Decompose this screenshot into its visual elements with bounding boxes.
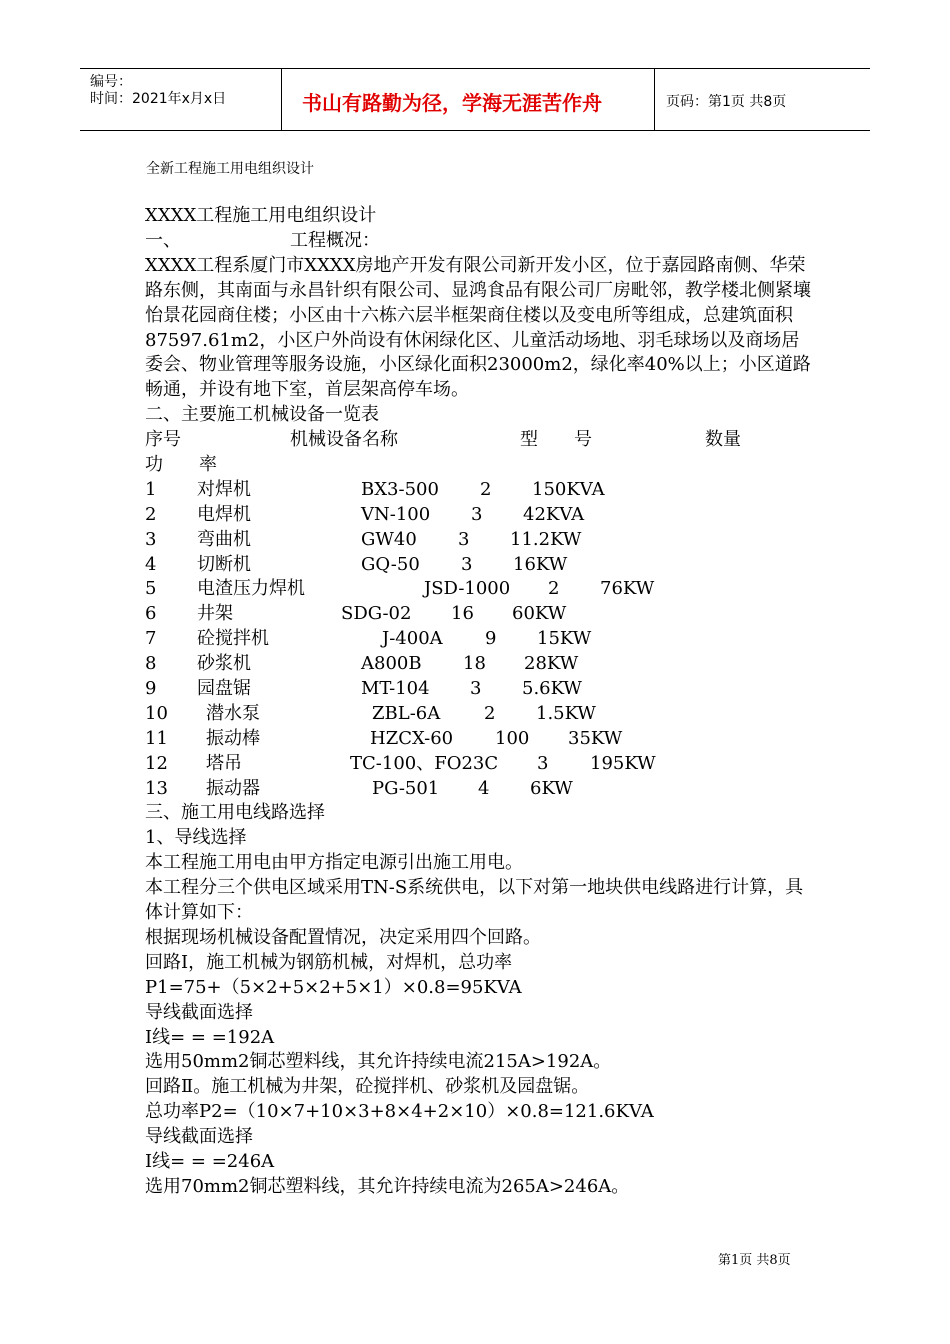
machine-no: 12 <box>145 752 168 774</box>
doc-date: 时间：2021年x月x日 <box>90 91 227 107</box>
col-header-seq: 序号 <box>145 429 181 451</box>
machine-name: 振动棒 <box>206 727 260 749</box>
machine-model: TC-100、FO23C <box>350 752 499 774</box>
paragraph-power-source: 本工程施工用电由甲方指定电源引出施工用电。 <box>145 852 523 874</box>
machine-no: 9 <box>145 678 157 700</box>
project-overview-paragraph: XXXX工程系厦门市XXXX房地产开发有限公司新开发小区，位于嘉园路南侧、华荣路东侧，其南面与永昌针织有限公司、显鸿食品有限公司厂房毗邻，教学楼北侧紧壤怡景花园商住楼；小区由十六栋六层半框架商住楼以及变电所等组成，总建筑面积87597.61m2，小区户外尚设有休闲绿化区、儿童活动场地、羽毛球场以及商场居委会、物业管理等服务设施，小区绿化面积23000m2，绿化率40%以上；小区道路畅通，并设有地下室，首层架高停车场。 <box>145 254 811 401</box>
circuit-1-formula: P1=75+（5×2+5×2+5×1）×0.8=95KVA <box>145 976 522 998</box>
machine-model: JSD-1000 <box>424 578 511 600</box>
machine-no: 3 <box>145 528 157 550</box>
machine-no: 6 <box>145 603 157 625</box>
machine-model: ZBL-6A <box>372 702 441 724</box>
col-header-model: 型 号 <box>520 429 592 451</box>
machine-no: 7 <box>145 628 157 650</box>
section-3-title: 三、施工用电线路选择 <box>145 802 325 824</box>
machine-qty: 2 <box>484 702 496 724</box>
machine-no: 4 <box>145 553 157 575</box>
machine-model: PG-501 <box>372 777 440 799</box>
header-info-cell <box>80 69 282 130</box>
circuit-2-formula: 总功率P2=（10×7+10×3+8×4+2×10）×0.8=121.6KVA <box>145 1101 654 1123</box>
machine-model: GW40 <box>361 528 417 550</box>
machine-name: 振动器 <box>206 777 260 799</box>
machine-name: 弯曲机 <box>197 528 251 550</box>
machine-name: 电焊机 <box>197 503 251 525</box>
circuit-1-section-label: 导线截面选择 <box>145 1001 253 1023</box>
machine-power: 5.6KW <box>522 678 582 700</box>
machine-name: 塔吊 <box>206 752 242 774</box>
machine-power: 11.2KW <box>510 528 582 550</box>
doc-number-label: 编号： <box>90 74 132 90</box>
machine-power: 16KW <box>513 553 568 575</box>
machine-qty: 3 <box>471 503 483 525</box>
machine-name: 切断机 <box>197 553 251 575</box>
machine-model: A800B <box>361 653 422 675</box>
machine-power: 6KW <box>530 777 573 799</box>
machine-name: 园盘锯 <box>197 678 251 700</box>
circuit-2-wire-choice: 选用70mm2铜芯塑料线，其允许持续电流为265A>246A。 <box>145 1175 630 1197</box>
machine-no: 8 <box>145 653 157 675</box>
motto-text: 书山有路勤为径，学海无涯苦作舟 <box>302 91 602 115</box>
machine-model: J-400A <box>382 628 443 650</box>
section-1-title: 工程概况： <box>290 229 380 251</box>
header-page-cell <box>655 69 870 130</box>
machine-row <box>145 577 815 602</box>
header-page-info: 页码：第1页 共8页 <box>666 94 787 110</box>
machine-row <box>145 553 815 578</box>
machine-name: 砂浆机 <box>197 653 251 675</box>
machine-qty: 3 <box>461 553 473 575</box>
circuit-2-section-label: 导线截面选择 <box>145 1126 253 1148</box>
machine-row <box>145 627 815 652</box>
machine-power: 35KW <box>568 727 623 749</box>
col-header-power: 功 率 <box>145 454 217 475</box>
machine-list <box>145 478 815 802</box>
document-title: XXXX工程施工用电组织设计 <box>145 205 377 226</box>
machine-row <box>145 777 815 802</box>
machine-model: VN-100 <box>361 503 431 525</box>
circuit-1-wire-choice: 选用50mm2铜芯塑料线，其允许持续电流215A>192A。 <box>145 1051 612 1073</box>
circuit-2-desc: 回路Ⅱ。施工机械为井架，砼搅拌机、砂浆机及园盘锯。 <box>145 1076 590 1098</box>
machine-qty: 2 <box>480 478 492 500</box>
machine-qty: 100 <box>495 727 530 749</box>
machine-row <box>145 602 815 627</box>
machine-row <box>145 702 815 727</box>
machine-qty: 9 <box>485 628 497 650</box>
circuit-1-desc: 回路I，施工机械为钢筋机械，对焊机，总功率 <box>145 951 513 973</box>
paragraph-supply-zones: 本工程分三个供电区域采用TN-S系统供电，以下对第一地块供电线路进行计算，具体计算如下： <box>145 877 804 924</box>
machine-row <box>145 652 815 677</box>
machine-model: BX3-500 <box>361 478 439 500</box>
machine-power: 42KVA <box>523 503 585 525</box>
machine-no: 10 <box>145 702 168 724</box>
machine-model: GQ-50 <box>361 553 420 575</box>
header-motto-cell <box>282 69 655 130</box>
section-1-heading <box>145 229 815 254</box>
machine-power: 150KVA <box>532 478 605 500</box>
machine-row <box>145 478 815 503</box>
machine-qty: 3 <box>537 752 549 774</box>
document-body <box>145 204 815 1200</box>
machine-no: 13 <box>145 777 168 799</box>
circuit-2-current: I线= = =246A <box>145 1150 275 1172</box>
section-2-title: 二、主要施工机械设备一览表 <box>145 404 379 426</box>
machine-row <box>145 503 815 528</box>
machine-row <box>145 727 815 752</box>
machine-name: 砼搅拌机 <box>197 628 269 650</box>
machine-qty: 18 <box>463 653 486 675</box>
machine-row <box>145 752 815 777</box>
machine-model: HZCX-60 <box>370 727 454 749</box>
page-footer: 第1页 共8页 <box>718 1253 791 1268</box>
page-header <box>80 68 870 131</box>
machine-model: MT-104 <box>361 678 430 700</box>
machine-name: 井架 <box>197 603 233 625</box>
machine-name: 对焊机 <box>197 478 251 500</box>
paragraph-circuits: 根据现场机械设备配置情况，决定采用四个回路。 <box>145 926 541 948</box>
machine-no: 5 <box>145 578 157 600</box>
machine-table-header <box>145 428 815 453</box>
section-3-subtitle: 1、导线选择 <box>145 827 247 849</box>
section-1-number: 一、 <box>145 229 181 251</box>
machine-power: 1.5KW <box>536 702 596 724</box>
machine-row <box>145 528 815 553</box>
machine-qty: 2 <box>548 578 560 600</box>
machine-no: 2 <box>145 503 157 525</box>
document-subtitle: 全新工程施工用电组织设计 <box>146 161 314 177</box>
machine-power: 15KW <box>537 628 592 650</box>
col-header-qty: 数量 <box>705 429 741 451</box>
machine-power: 60KW <box>512 603 567 625</box>
machine-power: 195KW <box>590 752 656 774</box>
machine-qty: 16 <box>451 603 474 625</box>
machine-qty: 3 <box>458 528 470 550</box>
machine-no: 1 <box>145 478 157 500</box>
machine-name: 电渣压力焊机 <box>197 578 305 600</box>
machine-power: 28KW <box>524 653 579 675</box>
circuit-1-current: I线= = =192A <box>145 1026 275 1048</box>
machine-no: 11 <box>145 727 168 749</box>
col-header-name: 机械设备名称 <box>290 429 398 451</box>
machine-model: SDG-02 <box>341 603 412 625</box>
machine-row <box>145 677 815 702</box>
machine-name: 潜水泵 <box>206 702 260 724</box>
machine-qty: 3 <box>470 678 482 700</box>
machine-qty: 4 <box>478 777 490 799</box>
machine-power: 76KW <box>600 578 655 600</box>
